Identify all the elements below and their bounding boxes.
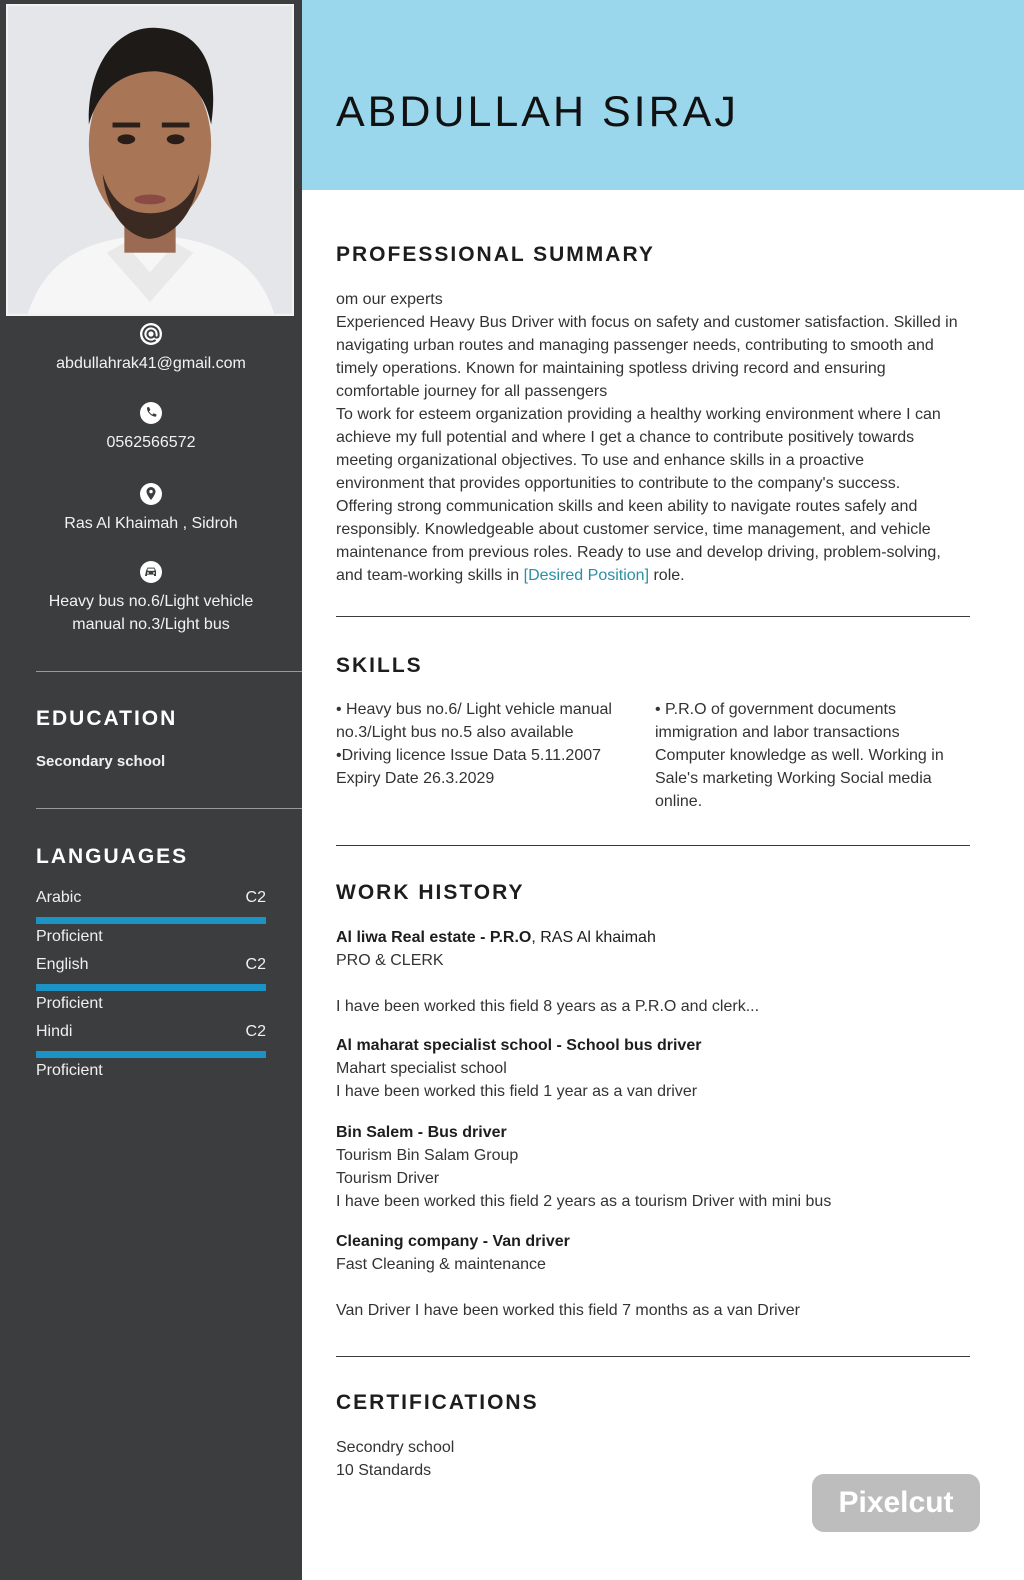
language-level-code: C2 (245, 1023, 266, 1040)
contact-email (0, 322, 302, 375)
job-spacer (336, 972, 972, 995)
skills-heading: SKILLS (336, 654, 423, 677)
summary-last-suffix: role. (649, 567, 685, 584)
summary-text (336, 288, 972, 587)
job-title: Cleaning company - Van driver (336, 1233, 570, 1250)
summary-heading: PROFESSIONAL SUMMARY (336, 243, 655, 266)
section-divider (336, 1356, 970, 1357)
job-title (336, 926, 972, 949)
candidate-name: ABDULLAH SIRAJ (336, 88, 739, 136)
job-line: I have been worked this field 8 years as a P.R.O and clerk... (336, 998, 760, 1015)
language-level: Proficient (36, 1062, 103, 1079)
job-entry (336, 926, 972, 1018)
summary-line: timely operations. Known for maintaining spotless driving record and ensuring (336, 360, 886, 377)
education-heading: EDUCATION (36, 707, 178, 730)
language-level-code: C2 (245, 889, 266, 906)
work-history-heading: WORK HISTORY (336, 881, 525, 904)
skill-line: • Heavy bus no.6/ Light vehicle manual (336, 701, 612, 718)
phone-text[interactable]: 0562566572 (106, 434, 196, 451)
job-line: Tourism Driver (336, 1170, 440, 1187)
location-text: Ras Al Khaimah , Sidroh (64, 515, 238, 532)
job-line: Tourism Bin Salam Group (336, 1147, 519, 1164)
at-icon (139, 322, 163, 346)
summary-last-prefix: and team-working skills in (336, 567, 524, 584)
skill-line: Computer knowledge as well. Working in (655, 747, 944, 764)
summary-line: om our experts (336, 291, 443, 308)
summary-line: navigating urban routes and managing passenger needs, contributing to smooth and (336, 337, 934, 354)
job-line: Van Driver I have been worked this field 7 months as a van Driver (336, 1302, 800, 1319)
language-item-arabic (36, 889, 266, 946)
summary-line: responsibly. Knowledgeable about customer service, time management, and vehicle (336, 521, 931, 538)
job-title-main: Al liwa Real estate - P.R.O (336, 929, 532, 946)
job-spacer (336, 1276, 972, 1299)
skill-line: immigration and labor transactions (655, 724, 900, 741)
sidebar-divider (36, 808, 302, 809)
summary-line: Offering strong communication skills and keen ability to navigate routes safely and (336, 498, 918, 515)
summary-line: achieve my full potential and where I get a chance to contribute positively towards (336, 429, 915, 446)
skill-line: •Driving licence Issue Data 5.11.2007 (336, 747, 602, 764)
contact-location (0, 482, 302, 535)
job-entry (336, 1121, 972, 1213)
skill-line: no.3/Light bus no.5 also available (336, 724, 574, 741)
skill-line: • P.R.O of government documents (655, 701, 896, 718)
job-line: Fast Cleaning & maintenance (336, 1256, 546, 1273)
summary-line: To work for esteem organization providing a healthy working environment where I can (336, 406, 941, 423)
job-title: Bin Salem - Bus driver (336, 1124, 507, 1141)
skills-right-column (655, 698, 973, 813)
contact-license (0, 560, 302, 636)
summary-line: comfortable journey for all passengers (336, 383, 608, 400)
job-line: Mahart specialist school (336, 1060, 507, 1077)
job-line: PRO & CLERK (336, 952, 444, 969)
job-entry (336, 1230, 972, 1322)
job-title: Al maharat specialist school - School bus driver (336, 1037, 702, 1054)
pixelcut-watermark: Pixelcut (812, 1474, 980, 1532)
license-line-2: manual no.3/Light bus (72, 616, 230, 633)
car-icon (139, 560, 163, 584)
language-name: Arabic (36, 889, 82, 906)
job-line: I have been worked this field 1 year as a van driver (336, 1083, 698, 1100)
skill-line: Sale's marketing Working Social media (655, 770, 932, 787)
license-line-1: Heavy bus no.6/Light vehicle (48, 593, 254, 610)
section-divider (336, 845, 970, 846)
language-level-code: C2 (245, 956, 266, 973)
skill-line: Expiry Date 26.3.2029 (336, 770, 495, 787)
job-title-location: , RAS Al khaimah (531, 929, 656, 946)
certifications-heading: CERTIFICATIONS (336, 1391, 539, 1414)
skill-line: online. (655, 793, 703, 810)
summary-line: maintenance from previous roles. Ready to use and develop driving, problem-solving, (336, 544, 941, 561)
email-text[interactable]: abdullahrak41@gmail.com (56, 355, 246, 372)
portrait-image (8, 6, 292, 314)
section-divider (336, 616, 970, 617)
desired-position-placeholder[interactable]: [Desired Position] (523, 567, 650, 584)
sidebar-divider (36, 671, 302, 672)
certification-line: 10 Standards (336, 1462, 432, 1479)
language-level-bar (36, 1051, 266, 1058)
language-item-hindi (36, 1023, 266, 1080)
language-name: English (36, 956, 89, 973)
summary-line: environment that provides opportunities to contribute to the company's success. (336, 475, 901, 492)
summary-line: Experienced Heavy Bus Driver with focus on safety and customer satisfaction. Skilled in (336, 314, 958, 331)
profile-photo (6, 4, 294, 316)
language-level: Proficient (36, 995, 103, 1012)
language-item-english (36, 956, 266, 1013)
job-line: I have been worked this field 2 years as a tourism Driver with mini bus (336, 1193, 832, 1210)
summary-line: meeting organizational objectives. To use and enhance skills in a proactive (336, 452, 865, 469)
language-level-bar (36, 984, 266, 991)
location-pin-icon (139, 482, 163, 506)
phone-icon (139, 401, 163, 425)
sidebar (0, 0, 302, 1580)
skills-left-column (336, 698, 628, 790)
language-level-bar (36, 917, 266, 924)
languages-heading: LANGUAGES (36, 845, 189, 868)
job-entry (336, 1034, 972, 1103)
certification-line: Secondry school (336, 1439, 455, 1456)
contact-phone (0, 401, 302, 454)
summary-last-line (336, 564, 972, 587)
education-item: Secondary school (36, 753, 166, 770)
language-name: Hindi (36, 1023, 73, 1040)
language-level: Proficient (36, 928, 103, 945)
